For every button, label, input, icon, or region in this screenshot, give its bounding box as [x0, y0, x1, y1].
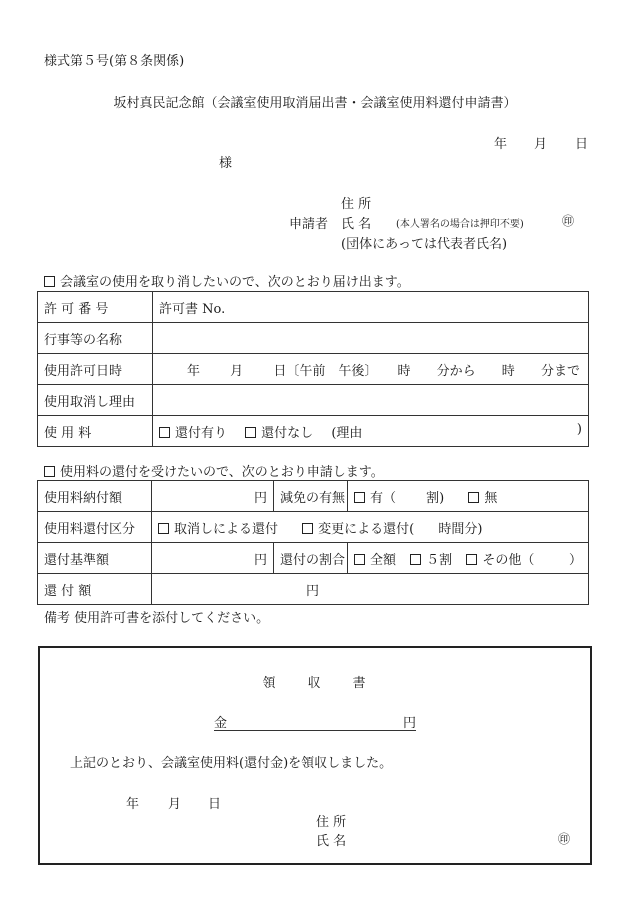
receipt-address-label: 住 所 — [316, 815, 347, 830]
table-row — [38, 292, 589, 323]
cancel-reason-label: 使用取消し理由 — [38, 385, 153, 416]
seal-mark: ㊞ — [562, 214, 575, 228]
exemption-label: 減免の有無 — [274, 481, 348, 512]
refund-standard-label: 還付基準額 — [38, 543, 152, 574]
event-name-field[interactable] — [153, 323, 589, 354]
date-month: 月 — [534, 137, 548, 152]
ratio-half-checkbox[interactable] — [410, 554, 421, 565]
receipt-amount-prefix: 金 — [214, 716, 228, 731]
applicant-address-label: 住 所 — [341, 197, 372, 212]
table-row — [38, 416, 589, 447]
fee-refund-options: 還付有り 還付なし (理由 ) — [153, 416, 589, 447]
addressee-suffix: 様 — [219, 156, 233, 171]
form-number: 様式第５号(第８条関係) — [44, 54, 185, 69]
table-row — [38, 481, 589, 512]
cancel-section-heading — [44, 271, 410, 290]
table-row — [38, 385, 589, 416]
date-year: 年 — [494, 137, 508, 152]
applicant-label: 申請者 — [289, 217, 329, 232]
receipt-day: 日 — [208, 797, 222, 812]
refund-amount-label: 還 付 額 — [38, 574, 152, 605]
cancel-checkbox[interactable] — [44, 276, 55, 287]
receipt-year: 年 — [126, 797, 140, 812]
refund-checkbox[interactable] — [44, 466, 55, 477]
table-row — [38, 512, 589, 543]
exemption-no-checkbox[interactable] — [468, 492, 479, 503]
refund-table — [37, 480, 589, 605]
permit-number-label: 許 可 番 号 — [38, 292, 153, 323]
refund-standard-field[interactable]: 円 — [152, 543, 274, 574]
receipt-month: 月 — [168, 797, 182, 812]
date-day: 日 — [575, 137, 589, 152]
refund-type-label: 使用料還付区分 — [38, 512, 152, 543]
exemption-yes-checkbox[interactable] — [354, 492, 365, 503]
applicant-name-label: 氏 名 — [341, 217, 372, 232]
cancel-reason-field[interactable] — [153, 385, 589, 416]
remarks-note: 備考 使用許可書を添付してください。 — [44, 611, 270, 626]
receipt-title: 領 収 書 — [262, 676, 368, 691]
group-representative-note: (団体にあっては代表者氏名) — [341, 237, 508, 252]
receipt-amount-line[interactable] — [214, 712, 416, 731]
table-row — [38, 354, 589, 385]
permit-datetime-label: 使用許可日時 — [38, 354, 153, 385]
table-row — [38, 323, 589, 354]
paid-amount-label: 使用料納付額 — [38, 481, 152, 512]
table-row — [38, 574, 589, 605]
event-name-label: 行事等の名称 — [38, 323, 153, 354]
receipt-box — [38, 646, 592, 865]
permit-number-value[interactable]: 許可書 No. — [153, 292, 589, 323]
refund-type-options: 取消しによる還付 変更による還付( 時間分) — [152, 512, 589, 543]
refund-by-change-checkbox[interactable] — [302, 523, 313, 534]
refund-ratio-label: 還付の割合 — [274, 543, 348, 574]
refund-section-heading — [44, 461, 384, 480]
refund-amount-field[interactable]: 円 — [152, 574, 589, 605]
refund-yes-checkbox[interactable] — [159, 427, 170, 438]
cancel-table — [37, 291, 589, 447]
cancel-heading-text: 会議室の使用を取り消したいので、次のとおり届け出ます。 — [60, 275, 410, 290]
form-title: 坂村真民記念館（会議室使用取消届出書・会議室使用料還付申請書） — [113, 96, 517, 111]
receipt-seal-mark: ㊞ — [558, 832, 571, 846]
refund-heading-text: 使用料の還付を受けたいので、次のとおり申請します。 — [60, 465, 384, 480]
fee-label: 使 用 料 — [38, 416, 153, 447]
receipt-name-label: 氏 名 — [316, 834, 347, 849]
refund-by-cancel-checkbox[interactable] — [158, 523, 169, 534]
signature-note: (本人署名の場合は押印不要) — [396, 219, 524, 230]
ratio-full-checkbox[interactable] — [354, 554, 365, 565]
exemption-options: 有（ 割) 無 — [348, 481, 589, 512]
table-row — [38, 543, 589, 574]
permit-datetime-field[interactable]: 年 月 日〔午前 午後〕 時 分から 時 分まで — [153, 354, 589, 385]
refund-no-checkbox[interactable] — [245, 427, 256, 438]
receipt-text: 上記のとおり、会議室使用料(還付金)を領収しました。 — [70, 756, 393, 771]
paid-amount-field[interactable]: 円 — [152, 481, 274, 512]
receipt-amount-suffix: 円 — [402, 716, 416, 731]
refund-ratio-options: 全額 ５割 その他（ ） — [348, 543, 589, 574]
ratio-other-checkbox[interactable] — [466, 554, 477, 565]
